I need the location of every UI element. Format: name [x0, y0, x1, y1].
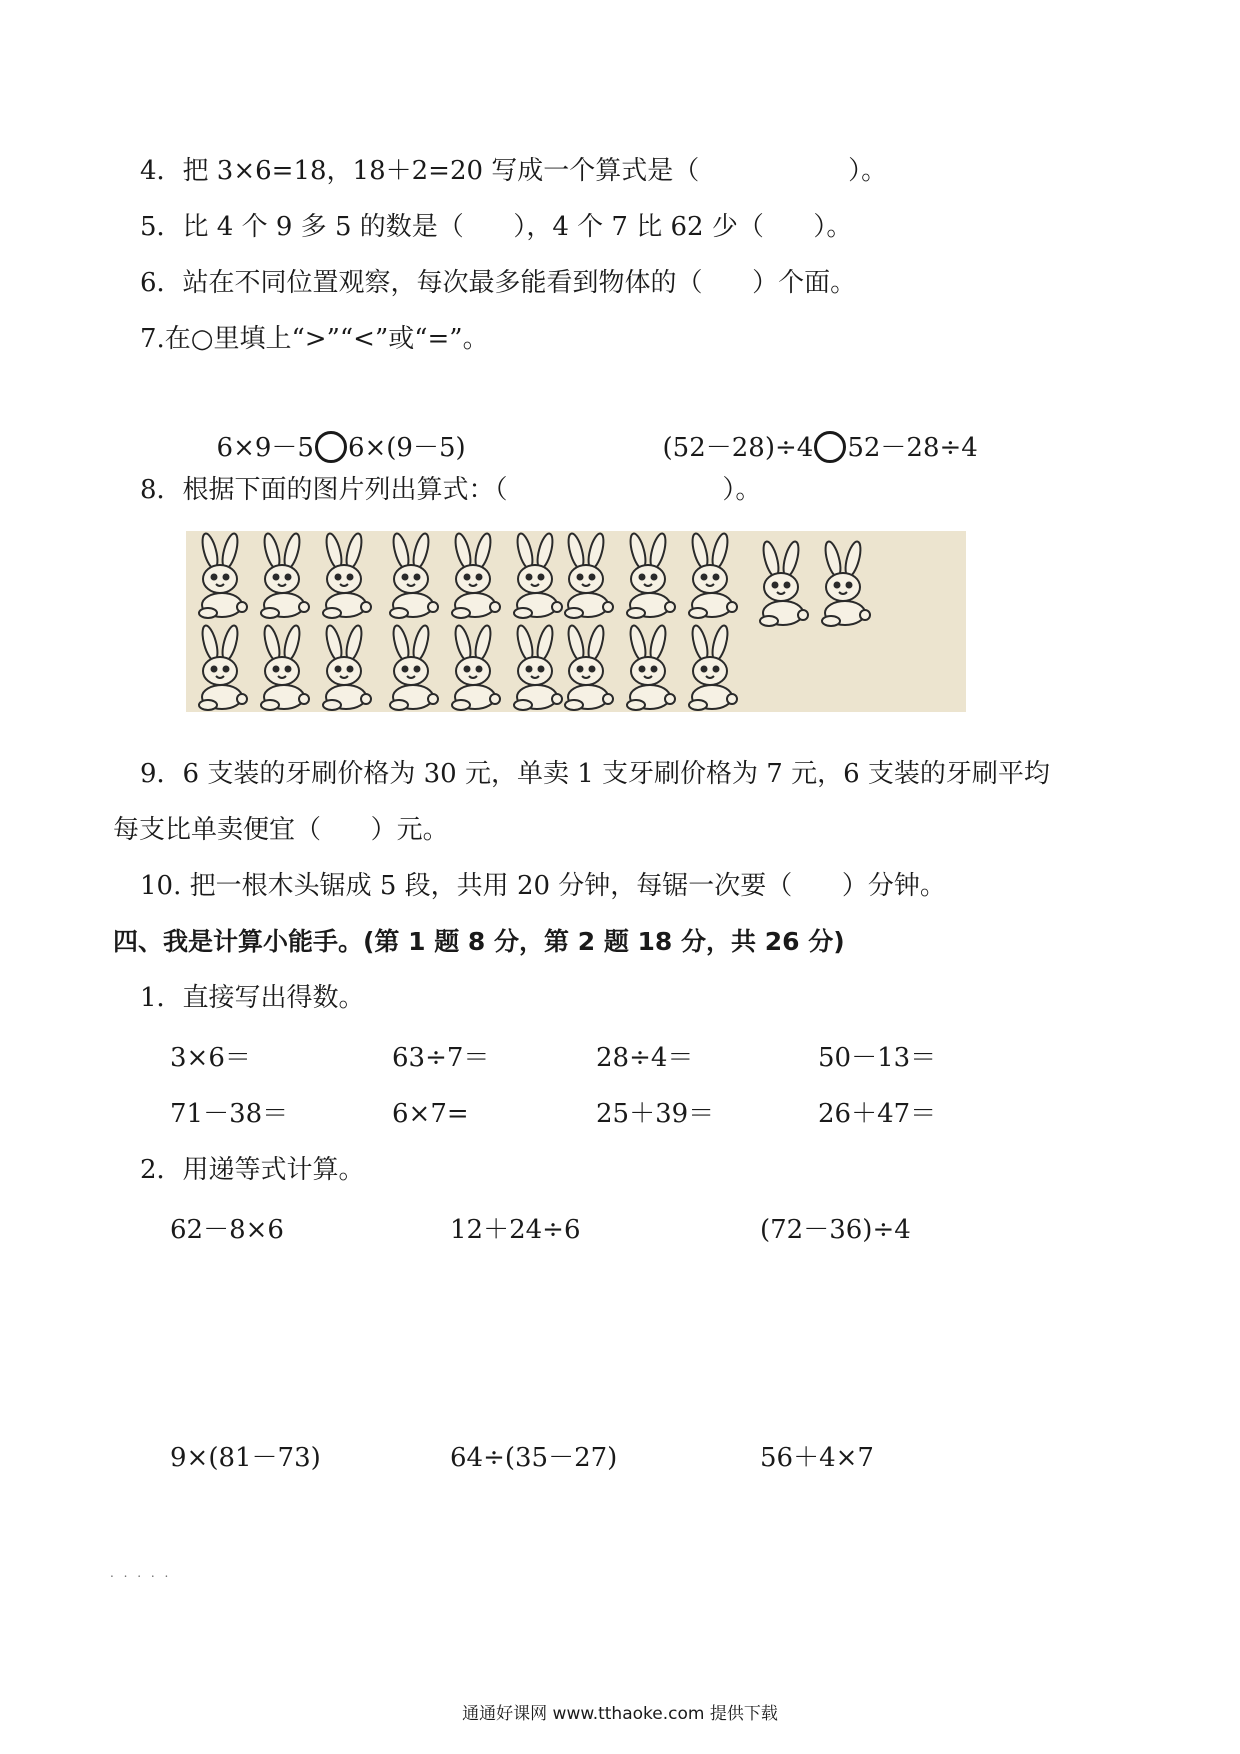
- rabbit-icon: [514, 624, 562, 710]
- compare-circle[interactable]: [814, 431, 846, 463]
- compare-b-right: 52－28÷4: [847, 433, 978, 463]
- stepwise-item: (72－36)÷4: [760, 1215, 911, 1245]
- compare-b-left: (52－28)÷4: [662, 433, 814, 463]
- stepwise-item: 12＋24÷6: [450, 1215, 581, 1245]
- rabbit-icon: [565, 532, 613, 618]
- rabbit-icon: [627, 532, 675, 618]
- direct-item: 3×6＝: [170, 1043, 251, 1073]
- rabbit-icon: [689, 624, 737, 710]
- rabbit-icon: [760, 540, 808, 626]
- direct-item: 25＋39＝: [596, 1099, 715, 1129]
- rabbit-icon: [627, 624, 675, 710]
- direct-item: 50－13＝: [818, 1043, 937, 1073]
- question-9-line2: 每支比单卖便宜（ ）元。: [113, 815, 449, 845]
- question-6: 6．站在不同位置观察，每次最多能看到物体的（ ）个面。: [140, 268, 857, 298]
- question-10: 10. 把一根木头锯成 5 段，共用 20 分钟，每锯一次要（ ）分钟。: [140, 871, 946, 901]
- stepwise-item: 64÷(35－27): [450, 1443, 618, 1473]
- rabbit-icon: [452, 532, 500, 618]
- page-dots: . . . . .: [110, 1566, 172, 1580]
- stepwise-item: 9×(81－73): [170, 1443, 321, 1473]
- stepwise-item: 62－8×6: [170, 1215, 284, 1245]
- rabbit-icon: [514, 532, 562, 618]
- question-4: 4．把 3×6=18，18＋2=20 写成一个算式是（ ）。: [140, 156, 888, 186]
- compare-a-left: 6×9－5: [216, 433, 314, 463]
- direct-item: 28÷4＝: [596, 1043, 694, 1073]
- section-4-sub2: 2．用递等式计算。: [140, 1155, 365, 1185]
- stepwise-item: 56＋4×7: [760, 1443, 874, 1473]
- question-8: 8．根据下面的图片列出算式：（ ）。: [140, 475, 762, 505]
- section-4-heading: 四、我是计算小能手。(第 1 题 8 分，第 2 题 18 分，共 26 分): [113, 927, 845, 956]
- rabbit-icon: [390, 532, 438, 618]
- rabbit-icon: [390, 624, 438, 710]
- rabbit-icon: [323, 624, 371, 710]
- rabbit-icon: [323, 532, 371, 618]
- compare-circle[interactable]: [315, 431, 347, 463]
- rabbit-icon: [452, 624, 500, 710]
- rabbit-icon: [261, 624, 309, 710]
- question-7: 7.在○里填上“>”“<”或“=”。: [140, 324, 489, 354]
- direct-item: 71－38＝: [170, 1099, 289, 1129]
- question-5: 5．比 4 个 9 多 5 的数是（ ），4 个 7 比 62 少（ ）。: [140, 212, 853, 242]
- section-4-sub1: 1．直接写出得数。: [140, 983, 365, 1013]
- rabbit-icon: [199, 532, 247, 618]
- rabbit-icon: [689, 532, 737, 618]
- compare-b: [646, 397, 978, 465]
- rabbit-picture-svg: [186, 531, 966, 712]
- rabbit-icon: [199, 624, 247, 710]
- footer-text: 通通好课网 www.tthaoke.com 提供下载: [462, 1704, 778, 1724]
- rabbit-icon: [565, 624, 613, 710]
- rabbit-icon: [261, 532, 309, 618]
- direct-item: 26＋47＝: [818, 1099, 937, 1129]
- compare-a-right: 6×(9－5): [347, 433, 466, 463]
- direct-item: 6×7=: [392, 1099, 469, 1129]
- rabbit-picture: [186, 531, 966, 712]
- question-9-line1: 9．6 支装的牙刷价格为 30 元，单卖 1 支牙刷价格为 7 元，6 支装的牙刷平均: [140, 759, 1050, 789]
- rabbit-icon: [822, 540, 870, 626]
- direct-item: 63÷7＝: [392, 1043, 490, 1073]
- compare-a: [200, 397, 466, 465]
